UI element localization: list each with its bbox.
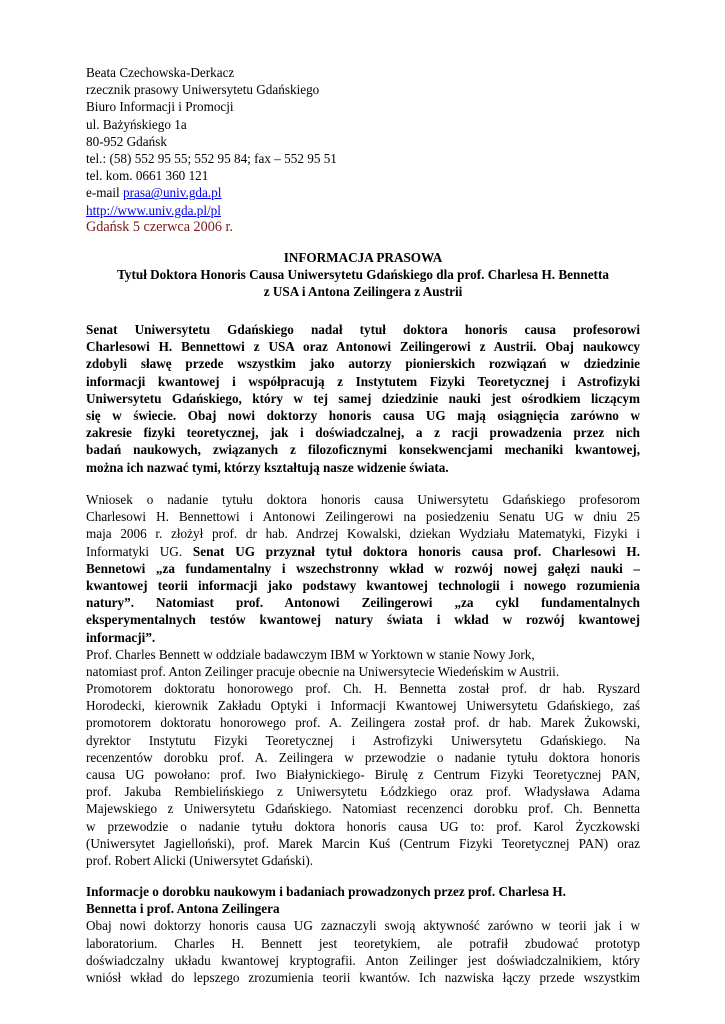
text-line: laboratorium. Charles H. Bennett jest teoretykiem, ale potrafił zbudować prototyp: [86, 935, 640, 951]
text-line: Majewskiego z Uniwersytetu Gdańskiego. Natomiast recenzenci dorobku prof. Ch. Bennetta: [86, 801, 640, 817]
section-dorobek: [86, 883, 640, 986]
title-line: z USA i Antona Zeilingera z Austrii: [263, 284, 463, 300]
email-link[interactable]: prasa@univ.gda.pl: [122, 185, 222, 201]
contact-email-line: [86, 184, 646, 201]
contact-block: [86, 64, 646, 219]
document-date: Gdańsk 5 czerwca 2006 r.: [86, 219, 233, 235]
text-line: maja 2006 r. złożył prof. dr hab. Andrzej Kowalski, dziekan Wydziału Matematyki, Fizyki i: [86, 526, 640, 542]
body-paragraph: [86, 491, 640, 869]
text-line: Obaj nowi doktorzy honoris causa UG zaznaczyli swoją aktywność zarówno w teorii jak i w: [86, 918, 640, 934]
text-line: badań naukowych, związanych z filozoficznymi konsekwencjami mechaniki kwantowej,: [86, 442, 640, 458]
text-line: eksperymentalnych testów kwantowej natury świata i wkład w rozwój kwantowej: [86, 612, 640, 628]
section-heading-line: Informacje o dorobku naukowym i badaniach prowadzonych przez prof. Charlesa H.: [86, 884, 566, 899]
text-line: prof. Robert Alicki (Uniwersytet Gdański).: [86, 852, 314, 868]
text-line: natury”. Natomiast prof. Antonowi Zeilingerowi „za cykl fundamentalnych: [86, 595, 640, 611]
text-line: Charlesowi H. Bennettowi z USA oraz Antonowi Zeilingerowi z Austrii. Obaj naukowcy: [86, 339, 640, 355]
text-line: Charlesowi H. Bennettowi i Antonowi Zeilingerowi na posiedzeniu Senatu UG w dniu 25: [86, 509, 640, 525]
text-line: recenzentów dorobku prof. A. Zeilingera w przewodzie o nadanie tytułu doktora honoris: [86, 749, 640, 765]
text-line: Wniosek o nadanie tytułu doktora honoris causa Uniwersytetu Gdańskiego profesorom: [86, 492, 640, 507]
text-line: Horodecki, kierownik Zakładu Optyki i Informacji Kwantowej Uniwersytetu Gdańskiego, zaś: [86, 698, 640, 714]
text-line: Promotorem doktoratu honorowego prof. Ch. H. Bennetta został prof. dr hab. Ryszard: [86, 681, 640, 697]
text-line: informacji”.: [86, 629, 156, 645]
contact-postal: 80-952 Gdańsk: [86, 133, 167, 149]
contact-mobile: tel. kom. 0661 360 121: [86, 168, 209, 184]
lead-paragraph: [86, 321, 640, 476]
text-line: promotorem doktoratu honorowego prof. A. Zeilingera został prof. dr hab. Marek Żukowski,: [86, 715, 640, 731]
text-line: natomiast prof. Anton Zeilinger pracuje obecnie na Uniwersytecie Wiedeńskim w Austrii.: [86, 663, 560, 679]
text-line: informacji kwantowej i współpracują z Instytutem Fizyki Teoretycznej i Astrofizyki: [86, 373, 640, 389]
text-line: zakresie fizyki teoretycznej, jak i doświadczalnej, a z racji prowadzenia przez nich: [86, 425, 640, 441]
text-line: dyrektor Instytutu Fizyki Teoretycznej i Astrofizyki Uniwersytetu Gdańskiego. Na: [86, 732, 640, 748]
website-link[interactable]: http://www.univ.gda.pl/pl: [86, 202, 221, 218]
text-line: się w świecie. Obaj nowi doktorzy honoris causa UG mają osiągnięcia zarówno w: [86, 407, 640, 423]
text-run: Informatyki UG.: [86, 543, 193, 559]
text-line: prof. Jakuba Rembielińskiego z Uniwersytetu Łódzkiego oraz prof. Władysława Adama: [86, 784, 640, 800]
text-line: w przewodzie o nadanie tytułu doktora honoris causa UG to: prof. Karol Życzkowski: [86, 818, 640, 834]
title-line: INFORMACJA PRASOWA: [283, 250, 443, 265]
contact-phones: tel.: (58) 552 95 55; 552 95 84; fax – 552 95 51: [86, 150, 337, 166]
text-line: causa UG powołano: prof. Iwo Białynickiego- Birulę z Centrum Fizyki Teoretycznej PAN,: [86, 767, 640, 782]
text-line: Senat Uniwersytetu Gdańskiego nadał tytuł doktora honoris causa profesorowi: [86, 322, 640, 337]
section-heading-line: Bennetta i prof. Antona Zeilingera: [86, 901, 280, 917]
contact-street: ul. Bażyńskiego 1a: [86, 116, 187, 132]
contact-website-line: [86, 202, 646, 219]
bold-text-run: Senat UG przyznał tytuł doktora honoris causa prof. Charlesowi H.: [192, 543, 640, 559]
document-title: [86, 249, 640, 301]
text-line: [86, 543, 640, 560]
title-line: Tytuł Doktora Honoris Causa Uniwersytetu Gdańskiego dla prof. Charlesa H. Bennetta: [117, 267, 609, 283]
text-line: Uniwersytetu Gdańskiego, który w tej samej dziedzinie nauki jest ośrodkiem liczącym: [86, 390, 640, 406]
contact-name: Beata Czechowska-Derkacz: [86, 65, 235, 80]
text-line: kwantowej teorii informacji jako podstawy kwantowej technologii i nowego rozumienia: [86, 577, 640, 593]
email-label: e-mail: [86, 185, 123, 201]
text-line: można ich nazwać tymi, którzy kształtują nasze widzenie świata.: [86, 459, 449, 475]
text-line: Bennetowi „za fundamentalny i wszechstronny wkład w rozwój nowej gałęzi nauki –: [86, 560, 640, 576]
contact-role: rzecznik prasowy Uniwersytetu Gdańskiego: [86, 82, 320, 98]
text-line: (Uniwersytet Jagielloński), prof. Marek Marcin Kuś (Centrum Fizyki Teoretycznej PAN) oraz: [86, 835, 640, 851]
text-line: Prof. Charles Bennett w oddziale badawczym IBM w Yorktown w stanie Nowy Jork,: [86, 646, 535, 662]
text-line: doświadczalny układu kwantowej kryptografii. Anton Zeilinger jest doświadczalnikiem, który: [86, 952, 640, 968]
text-line: wniósł wkład do lepszego zrozumienia teorii kwantów. Ich nazwiska łączy przede wszystkim: [86, 969, 640, 985]
contact-office: Biuro Informacji i Promocji: [86, 99, 234, 115]
text-line: zdobyli sławę przede wszystkim jako autorzy pionierskich rozwiązań w dziedzinie: [86, 356, 640, 372]
